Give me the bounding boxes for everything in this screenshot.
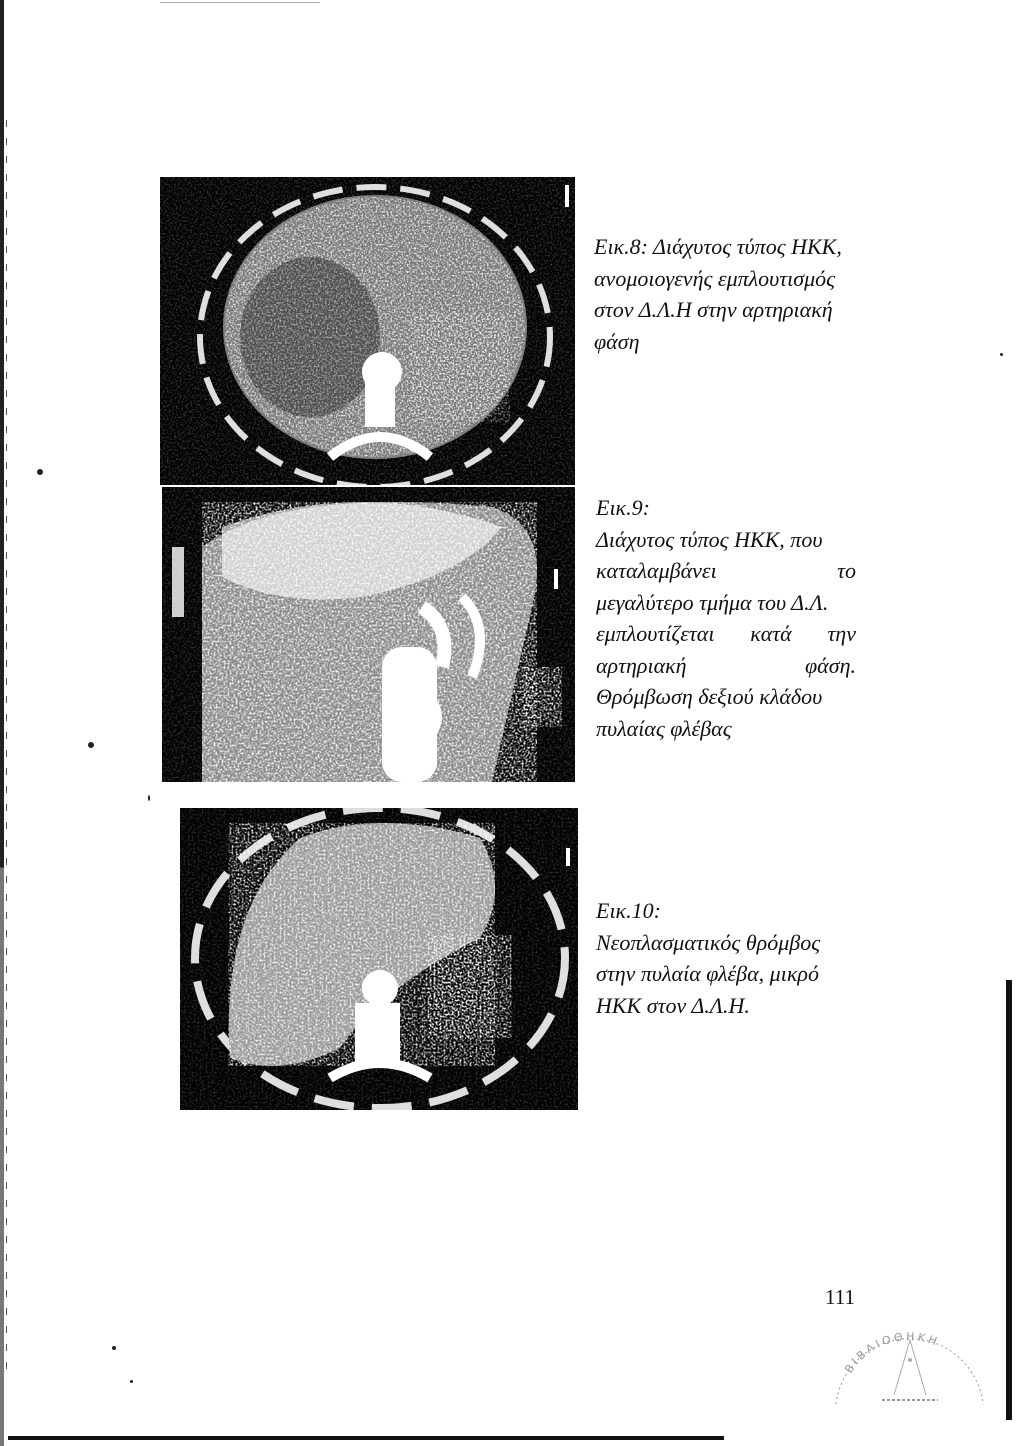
scan-speck (130, 1380, 133, 1383)
scan-side-marker (565, 185, 569, 207)
caption-word: την (827, 621, 856, 646)
caption-line: ΗΚΚ στον Δ.Λ.Η. (596, 992, 750, 1018)
stamp-arc-text: ΒΙΒΛΙΟΘΗΚΗ (842, 1330, 942, 1376)
caption-line: στον Δ.Λ.Η στην αρτηριακή (594, 297, 833, 322)
scan-side-marker (566, 848, 570, 866)
scan-speck (112, 1346, 116, 1350)
caption-title: Εικ.8: (594, 234, 648, 259)
caption-word: κατά (750, 621, 792, 646)
scan-edge-top (160, 2, 320, 3)
caption-figure-9 (596, 492, 856, 744)
scan-speck (1000, 353, 1003, 356)
caption-line: στην πυλαία φλέβα, μικρό (596, 961, 819, 986)
caption-figure-8 (594, 231, 884, 357)
caption-line: Νεοπλασματικός θρόμβος (596, 929, 821, 955)
scan-speck (37, 469, 43, 475)
caption-title: Εικ.10: (596, 898, 661, 923)
scan-speck (88, 742, 94, 748)
scan-side-marker (554, 569, 558, 589)
caption-line: Διάχυτος τύπος ΗΚΚ, που (596, 526, 823, 552)
caption-line: φάση (594, 328, 640, 354)
caption-line (596, 555, 856, 587)
ct-scan-figure-10 (180, 808, 578, 1110)
caption-word: εμπλουτίζεται (596, 621, 715, 646)
caption-line: μεγαλύτερο τμήμα του Δ.Λ. (596, 589, 829, 615)
scan-edge-left (0, 0, 4, 1446)
scan-edge-right (1006, 980, 1012, 1420)
caption-line (596, 650, 856, 682)
ct-scan-figure-9 (162, 487, 575, 782)
scan-edge-bottom (8, 1436, 724, 1440)
library-stamp (822, 1300, 997, 1410)
caption-line (596, 618, 856, 650)
scan-edge-left-dashes (6, 120, 7, 1380)
scan-speck (148, 795, 150, 801)
caption-line: πυλαίας φλέβας (596, 715, 732, 741)
caption-line (594, 231, 884, 263)
caption-title: Εικ.9: (596, 495, 650, 520)
caption-word: το (837, 558, 856, 583)
caption-word: καταλαμβάνει (596, 558, 717, 583)
caption-text: Διάχυτος τύπος ΗΚΚ, (653, 234, 842, 259)
caption-line: ανομοιογενής εμπλουτισμός (594, 265, 836, 291)
page-number: 111 (825, 1285, 855, 1309)
caption-word: αρτηριακή (596, 652, 687, 678)
caption-line: Θρόμβωση δεξιού κλάδου (596, 684, 823, 709)
ct-scan-figure-8 (160, 177, 575, 485)
caption-word: φάση. (805, 652, 856, 678)
caption-figure-10 (596, 895, 866, 1021)
